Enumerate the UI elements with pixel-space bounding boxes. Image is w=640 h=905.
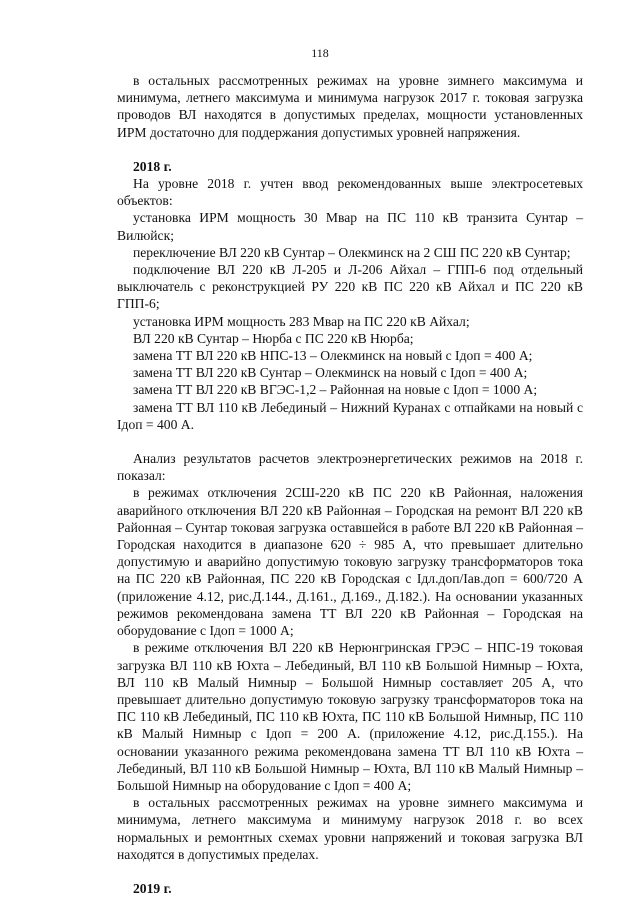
list-item: замена ТТ ВЛ 110 кВ Лебединый – Нижний Куранах с отпайками на новый с Iдоп = 400 А. <box>117 399 583 432</box>
list-item: замена ТТ ВЛ 220 кВ Сунтар – Олекминск на новый с Iдоп = 400 А; <box>133 365 528 381</box>
analysis-item: в режиме отключения ВЛ 220 кВ Нерюнгринская ГРЭС – НПС-19 токовая загрузка ВЛ 110 кВ Юхта – Лебединый, ВЛ 110 кВ Большой Нимныр – Юхта, ВЛ 110 кВ Малый Нимныр – Большой Нимныр составляет 205 А, что превышает длительно допустимую токовую загрузку трансформаторов тока на ПС 110 кВ Лебединый, ПС 110 кВ Юхта, ПС 110 кВ Большой Нимныр, ПС 110 кВ Малый Нимныр с Iдоп = 200 А. (приложение 4.12, рис.Д.155.). На основании указанного режима рекомендована замена ТТ ВЛ 110 кВ Юхта – Лебединый, ВЛ 110 кВ Большой Нимныр – Юхта, ВЛ 110 кВ Малый Нимныр – Большой Нимныр на оборудование с Iдоп = 400 А; <box>117 640 583 793</box>
paragraph-2017-summary: в остальных рассмотренных режимах на уровне зимнего максимума и минимума, летнего максимума и минимума нагрузок 2017 г. токовая загрузка проводов ВЛ находятся в допустимых пределах, мощности установленных ИРМ достаточно для поддержания допустимых уровней напряжения. <box>117 73 583 140</box>
list-item: подключение ВЛ 220 кВ Л-205 и Л-206 Айхал – ГПП-6 под отдельный выключатель с реконструкцией РУ 220 кВ ПС 220 кВ Айхал и ПС 220 кВ ГПП-6; <box>117 262 583 312</box>
list-item: переключение ВЛ 220 кВ Сунтар – Олекминск на 2 СШ ПС 220 кВ Сунтар; <box>133 244 571 260</box>
list-item: замена ТТ ВЛ 220 кВ ВГЭС-1,2 – Районная на новые с Iдоп = 1000 А; <box>133 382 538 398</box>
spacer <box>117 863 583 880</box>
spacer <box>117 141 583 158</box>
paragraph-2018-intro: На уровне 2018 г. учтен ввод рекомендованных выше электросетевых объектов: <box>117 176 583 209</box>
list-item: установка ИРМ мощность 283 Мвар на ПС 220 кВ Айхал; <box>133 313 470 329</box>
heading-2019: 2019 г. <box>133 880 172 896</box>
spacer <box>117 433 583 450</box>
list-item: ВЛ 220 кВ Сунтар – Нюрба с ПС 220 кВ Нюрба; <box>133 330 414 346</box>
list-item: установка ИРМ мощность 30 Мвар на ПС 110 кВ транзита Сунтар – Вилюйск; <box>117 210 583 243</box>
page-content <box>117 72 583 897</box>
page-number: 118 <box>311 46 329 60</box>
analysis-item: в остальных рассмотренных режимах на уровне зимнего максимума и минимума, летнего максимума и минимуму нагрузок 2018 г. во всех нормальных и ремонтных схемах уровни напряжений и токовая загрузка ВЛ находятся в допустимых пределах. <box>117 795 583 862</box>
list-item: замена ТТ ВЛ 220 кВ НПС-13 – Олекминск на новый с Iдоп = 400 А; <box>133 348 533 364</box>
paragraph-analysis-intro: Анализ результатов расчетов электроэнергетических режимов на 2018 г. показал: <box>117 451 583 484</box>
analysis-item: в режимах отключения 2СШ-220 кВ ПС 220 кВ Районная, наложения аварийного отключения ВЛ 220 кВ Районная – Городская на ремонт ВЛ 220 кВ Районная – Сунтар токовая загрузка оставшейся в работе ВЛ 220 кВ Районная – Городская находится в диапазоне 620 ÷ 985 А, что превышает длительно допустимую и аварийно допустимую токовую загрузку трансформаторов тока на ПС 220 кВ Районная, ПС 220 кВ Городская с Iдл.доп/Iав.доп = 600/720 А (приложение 4.12, рис.Д.144., Д.161., Д.169., Д.182.). На основании указанных режимов рекомендована замена ТТ ВЛ 220 кВ Районная – Городская на оборудование с Iдоп = 1000 А; <box>117 485 583 639</box>
heading-2018: 2018 г. <box>133 158 172 174</box>
